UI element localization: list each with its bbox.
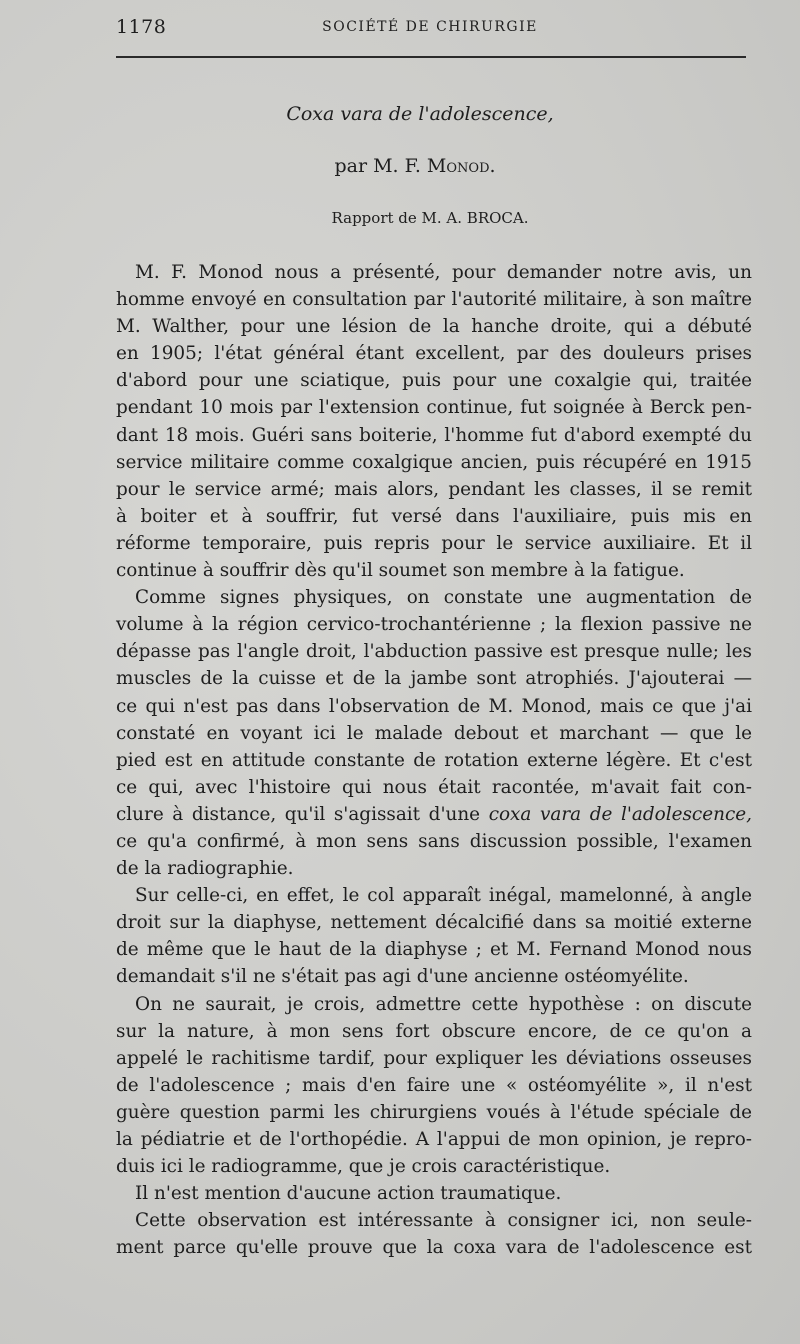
text-line-content: réforme temporaire, puis repris pour le service auxiliaire. Et il — [116, 532, 752, 554]
text-line — [116, 286, 752, 313]
text-line-content: ce qui n'est pas dans l'observation de M. Monod, mais ce que j'ai — [116, 695, 752, 717]
header-rule — [116, 56, 746, 58]
text-line-content: à boiter et à souffrir, fut versé dans l'auxiliaire, puis mis en — [116, 505, 752, 527]
author-name: Monod. — [426, 155, 496, 177]
text-line — [116, 503, 752, 530]
text-line-content: en 1905; l'état général étant excellent, par des douleurs prises — [116, 343, 752, 365]
text-line — [116, 1234, 752, 1261]
text-line-content: dépasse pas l'angle droit, l'abduction passive est presque nulle; les — [116, 641, 752, 663]
text-line — [116, 665, 752, 692]
running-head: SOCIÉTÉ DE CHIRURGIE — [322, 19, 538, 35]
text-line — [116, 422, 752, 449]
report-line: Rapport de M. A. BROCA. — [331, 209, 529, 227]
text-line — [116, 449, 752, 476]
text-line — [116, 1180, 752, 1207]
text-line — [116, 1126, 752, 1153]
text-line-content: de l'adolescence ; mais d'en faire une « ostéomyélite », il n'est — [116, 1074, 752, 1096]
text-line-content: dant 18 mois. Guéri sans boiterie, l'homme fut d'abord exempté du — [116, 424, 752, 446]
text-line-content: Comme signes physiques, on constate une augmentation de — [135, 587, 752, 609]
text-line-content: d'abord pour une sciatique, puis pour une coxalgie qui, traitée — [116, 370, 752, 392]
text-line — [116, 1045, 752, 1072]
text-line-content: homme envoyé en consultation par l'autorité militaire, à son maître — [116, 289, 752, 311]
text-line-content: de même que le haut de la diaphyse ; et M. Fernand Monod nous — [116, 939, 752, 961]
article-author — [0, 155, 800, 177]
text-line — [116, 313, 752, 340]
text-line — [116, 1072, 752, 1099]
text-line-content: guère question parmi les chirurgiens voués à l'étude spéciale de — [116, 1101, 752, 1123]
text-line — [116, 340, 752, 367]
text-line-content: la pédiatrie et de l'orthopédie. A l'appui de mon opinion, je repro- — [116, 1129, 752, 1150]
text-line-content: pendant 10 mois par l'extension continue, fut soignée à Berck pen- — [116, 397, 752, 419]
text-line-content: ment parce qu'elle prouve que la coxa vara de l'adolescence est — [116, 1237, 752, 1259]
text-line-content: pied est en attitude constante de rotation externe légère. Et c'est — [116, 749, 752, 771]
text-line — [116, 394, 752, 421]
text-line — [116, 611, 752, 638]
text-line — [116, 963, 752, 990]
page-number: 1178 — [116, 16, 167, 38]
text-line-content: clure à distance, qu'il s'agissait d'une — [116, 803, 481, 825]
text-line — [116, 828, 752, 855]
text-line — [116, 1207, 752, 1234]
text-line — [116, 367, 752, 394]
text-line — [116, 882, 752, 909]
text-line — [116, 530, 752, 557]
text-line — [116, 638, 752, 665]
text-line — [116, 259, 752, 286]
author-prefix: par M. F. — [334, 155, 421, 177]
text-line-content: droit sur la diaphyse, nettement décalcifié dans sa moitié externe — [116, 912, 752, 934]
text-line-content: M. Walther, pour une lésion de la hanche droite, qui a débuté — [116, 316, 752, 338]
text-line-content: constaté en voyant ici le malade debout et marchant — que le — [116, 722, 752, 744]
text-line — [116, 1099, 752, 1126]
text-line — [116, 774, 752, 801]
text-line — [116, 991, 752, 1018]
text-line — [116, 1018, 752, 1045]
text-line-content: ce qu'a confirmé, à mon sens sans discussion possible, l'examen — [116, 830, 752, 852]
text-line — [116, 1153, 752, 1180]
text-line-content: Sur celle-ci, en effet, le col apparaît inégal, mamelonné, à angle — [135, 885, 752, 907]
text-line-content: Cette observation est intéressante à consigner ici, non seule- — [135, 1210, 752, 1232]
text-line — [116, 909, 752, 936]
text-line-italic: coxa vara de l'adolescence, — [488, 803, 752, 825]
text-line — [116, 476, 752, 503]
text-line-content: volume à la région cervico-trochantérienne ; la flexion passive ne — [116, 614, 752, 636]
text-line — [116, 747, 752, 774]
text-line — [116, 801, 752, 828]
text-line-content: service militaire comme coxalgique ancien, puis récupéré en 1915 — [116, 451, 752, 473]
body-text — [116, 259, 752, 1261]
text-line — [116, 855, 752, 882]
text-line-content: muscles de la cuisse et de la jambe sont atrophiés. J'ajouterai — — [116, 668, 752, 690]
text-line — [116, 936, 752, 963]
text-line-content: ce qui, avec l'histoire qui nous était racontée, m'avait fait con- — [116, 776, 752, 798]
text-line-content: duis ici le radiogramme, que je crois caractéristique. — [116, 1156, 611, 1178]
text-line-content: On ne saurait, je crois, admettre cette hypothèse : on discute — [135, 993, 752, 1015]
text-line-content: Il n'est mention d'aucune action traumatique. — [135, 1183, 562, 1205]
text-line-content: demandait s'il ne s'était pas agi d'une ancienne ostéomyélite. — [116, 966, 689, 988]
text-line-content: appelé le rachitisme tardif, pour expliquer les déviations osseuses — [116, 1047, 752, 1069]
text-line — [116, 720, 752, 747]
text-line-content: de la radiographie. — [116, 858, 294, 880]
text-line-content: sur la nature, à mon sens fort obscure encore, de ce qu'on a — [116, 1020, 752, 1042]
article-title: Coxa vara de l'adolescence, — [286, 103, 554, 125]
text-line — [116, 584, 752, 611]
text-line — [116, 693, 752, 720]
text-line-content: M. F. Monod nous a présenté, pour demander notre avis, un — [135, 262, 752, 283]
text-line — [116, 557, 752, 584]
text-line-content: continue à souffrir dès qu'il soumet son membre à la fatigue. — [116, 560, 685, 582]
text-line-content: pour le service armé; mais alors, pendant les classes, il se remit — [116, 478, 752, 500]
